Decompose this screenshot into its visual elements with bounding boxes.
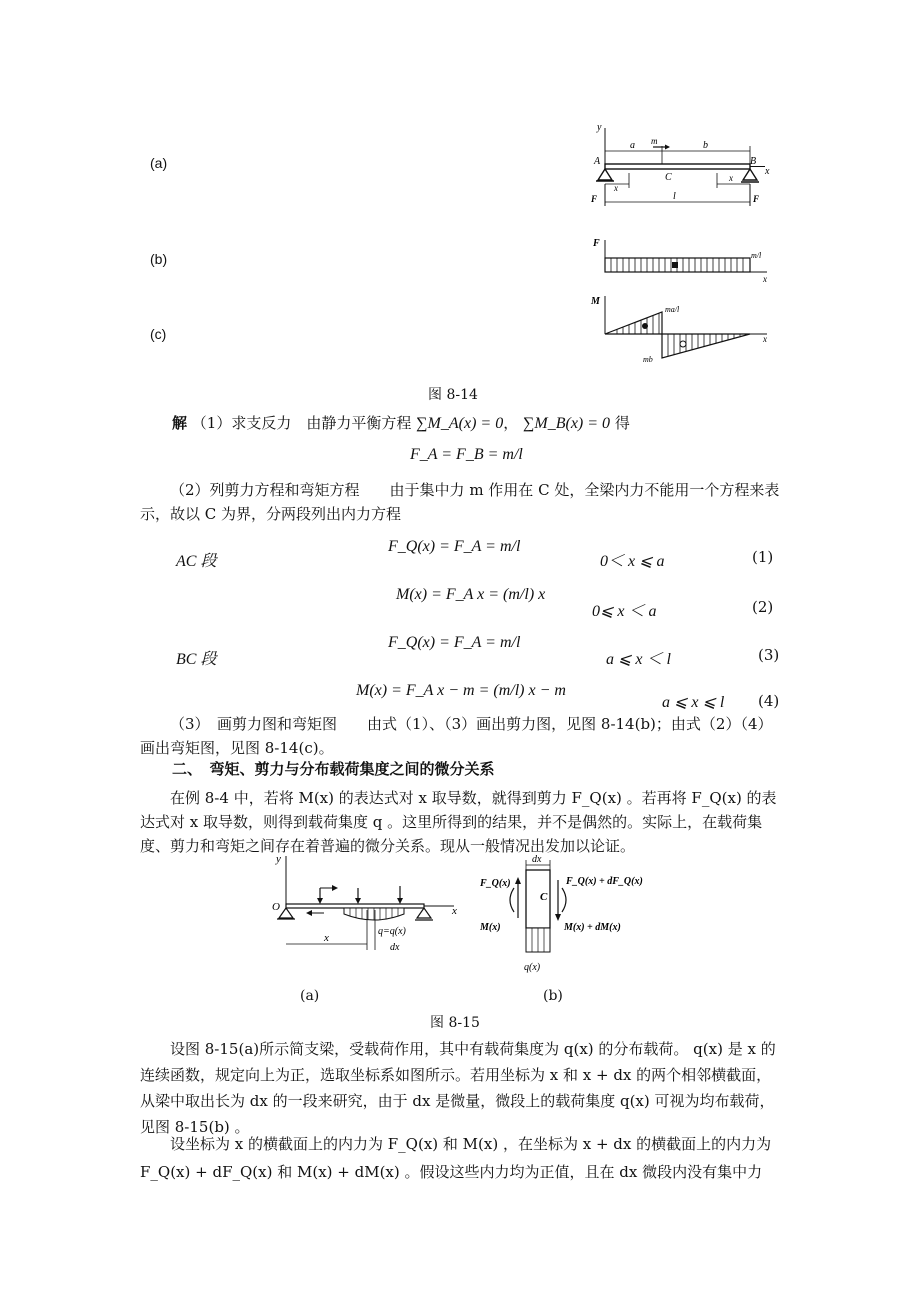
- pin-support-A: [598, 169, 612, 180]
- range-1: 0＜ x ⩽ a: [600, 553, 665, 570]
- fig815b-C-label: C: [540, 891, 548, 903]
- x-axis-label: x: [765, 166, 770, 177]
- x-right-label: x: [729, 173, 733, 183]
- fig815a-beam-diagram: [268, 848, 468, 958]
- shear-sign-mark: [672, 262, 678, 268]
- fig815-label-b: (b): [543, 988, 563, 1004]
- paragraph-2: 设图 8-15(a)所示简支梁，受载荷作用，其中有载荷集度为 q(x) 的分布载荷。 q(x) 是 x 的连续函数，规定向上为正，选取坐标系如图所示。若用坐标为 x 和 x + dx 的两个相邻横截面，从梁中取出长为 dx 的一段来研究，由于 dx 是微量，微段上的载荷集度 q(x) 可视为均布载荷，见图 8-15(b) 。: [140, 1040, 776, 1136]
- shear-value-label: m/l: [751, 251, 762, 260]
- fig815b-dx-label: dx: [532, 854, 542, 865]
- fig815-caption: 图 8-15: [430, 1015, 480, 1031]
- segment-ac-label: AC 段: [176, 553, 217, 570]
- section-heading: 二、 弯矩、剪力与分布载荷集度之间的微分关系: [172, 760, 495, 778]
- fig815a-x-axis-label: x: [452, 905, 457, 917]
- dim-l-label: l: [673, 191, 676, 202]
- y-axis-label: y: [597, 122, 602, 133]
- equation-4: M(x) = F_A x − m = (m/l) x − m: [356, 682, 566, 699]
- moment-positive-region: [605, 312, 662, 334]
- equation-2: M(x) = F_A x = (m/l) x: [396, 586, 546, 603]
- fig815a-q-label: q=q(x): [378, 926, 406, 937]
- equation-number-1: (1): [752, 548, 774, 566]
- dim-a-label: a: [630, 140, 635, 151]
- fig815b-M-left: M(x): [480, 922, 501, 933]
- moment-x-label: x: [763, 334, 767, 344]
- point-A-label: A: [594, 156, 601, 167]
- segment-bc-label: BC 段: [176, 651, 217, 668]
- equation-number-2: (2): [752, 598, 774, 616]
- reaction-equation: F_A = F_B = m/l: [410, 446, 523, 463]
- equation-number-4: (4): [758, 692, 780, 710]
- fig815a-x-label: x: [324, 932, 329, 944]
- solution-label: 解: [172, 414, 188, 432]
- moment-axis-label: M: [591, 296, 600, 307]
- fig815-label-a: (a): [300, 988, 320, 1004]
- paragraph-3: 设坐标为 x 的横截面上的内力为 F_Q(x) 和 M(x) ，在坐标为 x + dx 的横截面上的内力为 F_Q(x) + dF_Q(x) 和 M(x) + dM(x) 。假设这些内力均为正值，且在 dx 微段内没有集中力: [140, 1135, 772, 1181]
- solution-step3: （3） 画剪力图和弯矩图 由式（1）、（3）画出剪力图，见图 8-14(b)；由式（2）（4）画出弯矩图，见图 8-14(c)。: [140, 715, 773, 757]
- fig814a-beam-diagram: [585, 118, 775, 210]
- reaction-FA-label: F: [591, 194, 598, 204]
- point-B-label: B: [750, 156, 757, 167]
- fig815b-FQ-left: F_Q(x): [480, 878, 511, 889]
- fig815b-FQ-right: F_Q(x) + dF_Q(x): [566, 876, 643, 887]
- fig814-caption: 图 8-14: [428, 387, 478, 403]
- equation-1: F_Q(x) = F_A = m/l: [388, 538, 521, 555]
- equilibrium-eq-A: ∑M_A(x) = 0: [416, 415, 504, 432]
- fig814-label-c: (c): [150, 326, 167, 342]
- equilibrium-eq-B: ∑M_B(x) = 0: [522, 415, 611, 432]
- fig814c-moment-diagram: [585, 290, 775, 368]
- beam-body: [605, 164, 750, 169]
- fig815b-element-diagram: [480, 850, 680, 980]
- range-4: a ⩽ x ⩽ l: [662, 694, 725, 711]
- fig815a-y-label: y: [276, 853, 281, 865]
- reaction-FB-label: F: [753, 194, 760, 204]
- paragraph-1: 在例 8-4 中，若将 M(x) 的表达式对 x 取导数，就得到剪力 F_Q(x) 。若再将 F_Q(x) 的表达式对 x 取导数，则得到载荷集度 q 。这里所得到的结果，并不是偶然的。实际上，在载荷集度、剪力和弯矩之间存在着普遍的微分关系。现从一般情况出发加以论证。: [140, 789, 777, 855]
- fig815a-roller-support: [417, 908, 431, 918]
- equation-3: F_Q(x) = F_A = m/l: [388, 634, 521, 651]
- fig814-label-a: (a): [150, 155, 168, 171]
- fig815b-M-right: M(x) + dM(x): [564, 922, 621, 933]
- fig814-label-b: (b): [150, 251, 168, 267]
- range-3: a ⩽ x ＜ l: [606, 651, 671, 668]
- shear-x-label: x: [763, 274, 767, 284]
- moment-bottom-label: mb: [643, 355, 653, 364]
- fig815a-dx-label: dx: [390, 942, 400, 953]
- equation-number-3: (3): [758, 646, 780, 664]
- moment-m-label: m: [651, 136, 658, 146]
- range-2: 0⩽ x ＜ a: [592, 603, 657, 620]
- solution-step1: 解 （1）求支反力 由静力平衡方程 ∑M_A(x) = 0， ∑M_B(x) = 0 得: [172, 414, 630, 432]
- dim-b-label: b: [703, 140, 708, 151]
- fig815a-pin-support: [279, 908, 293, 918]
- fig815a-beam: [286, 904, 424, 908]
- shear-axis-label: F: [593, 238, 600, 249]
- x-left-label: x: [614, 183, 618, 193]
- point-C-label: C: [665, 172, 672, 183]
- moment-top-label: ma/l: [665, 305, 680, 314]
- fig815a-origin-label: O: [272, 901, 280, 913]
- moment-negative-region: [662, 334, 750, 358]
- fig815b-q-label: q(x): [524, 962, 541, 973]
- solution-step2: （2）列剪力方程和弯矩方程 由于集中力 m 作用在 C 处，全梁内力不能用一个方程来表示，故以 C 为界，分两段列出内力方程: [140, 481, 780, 523]
- roller-support-B: [743, 169, 757, 180]
- fig814b-shear-diagram: [585, 232, 775, 284]
